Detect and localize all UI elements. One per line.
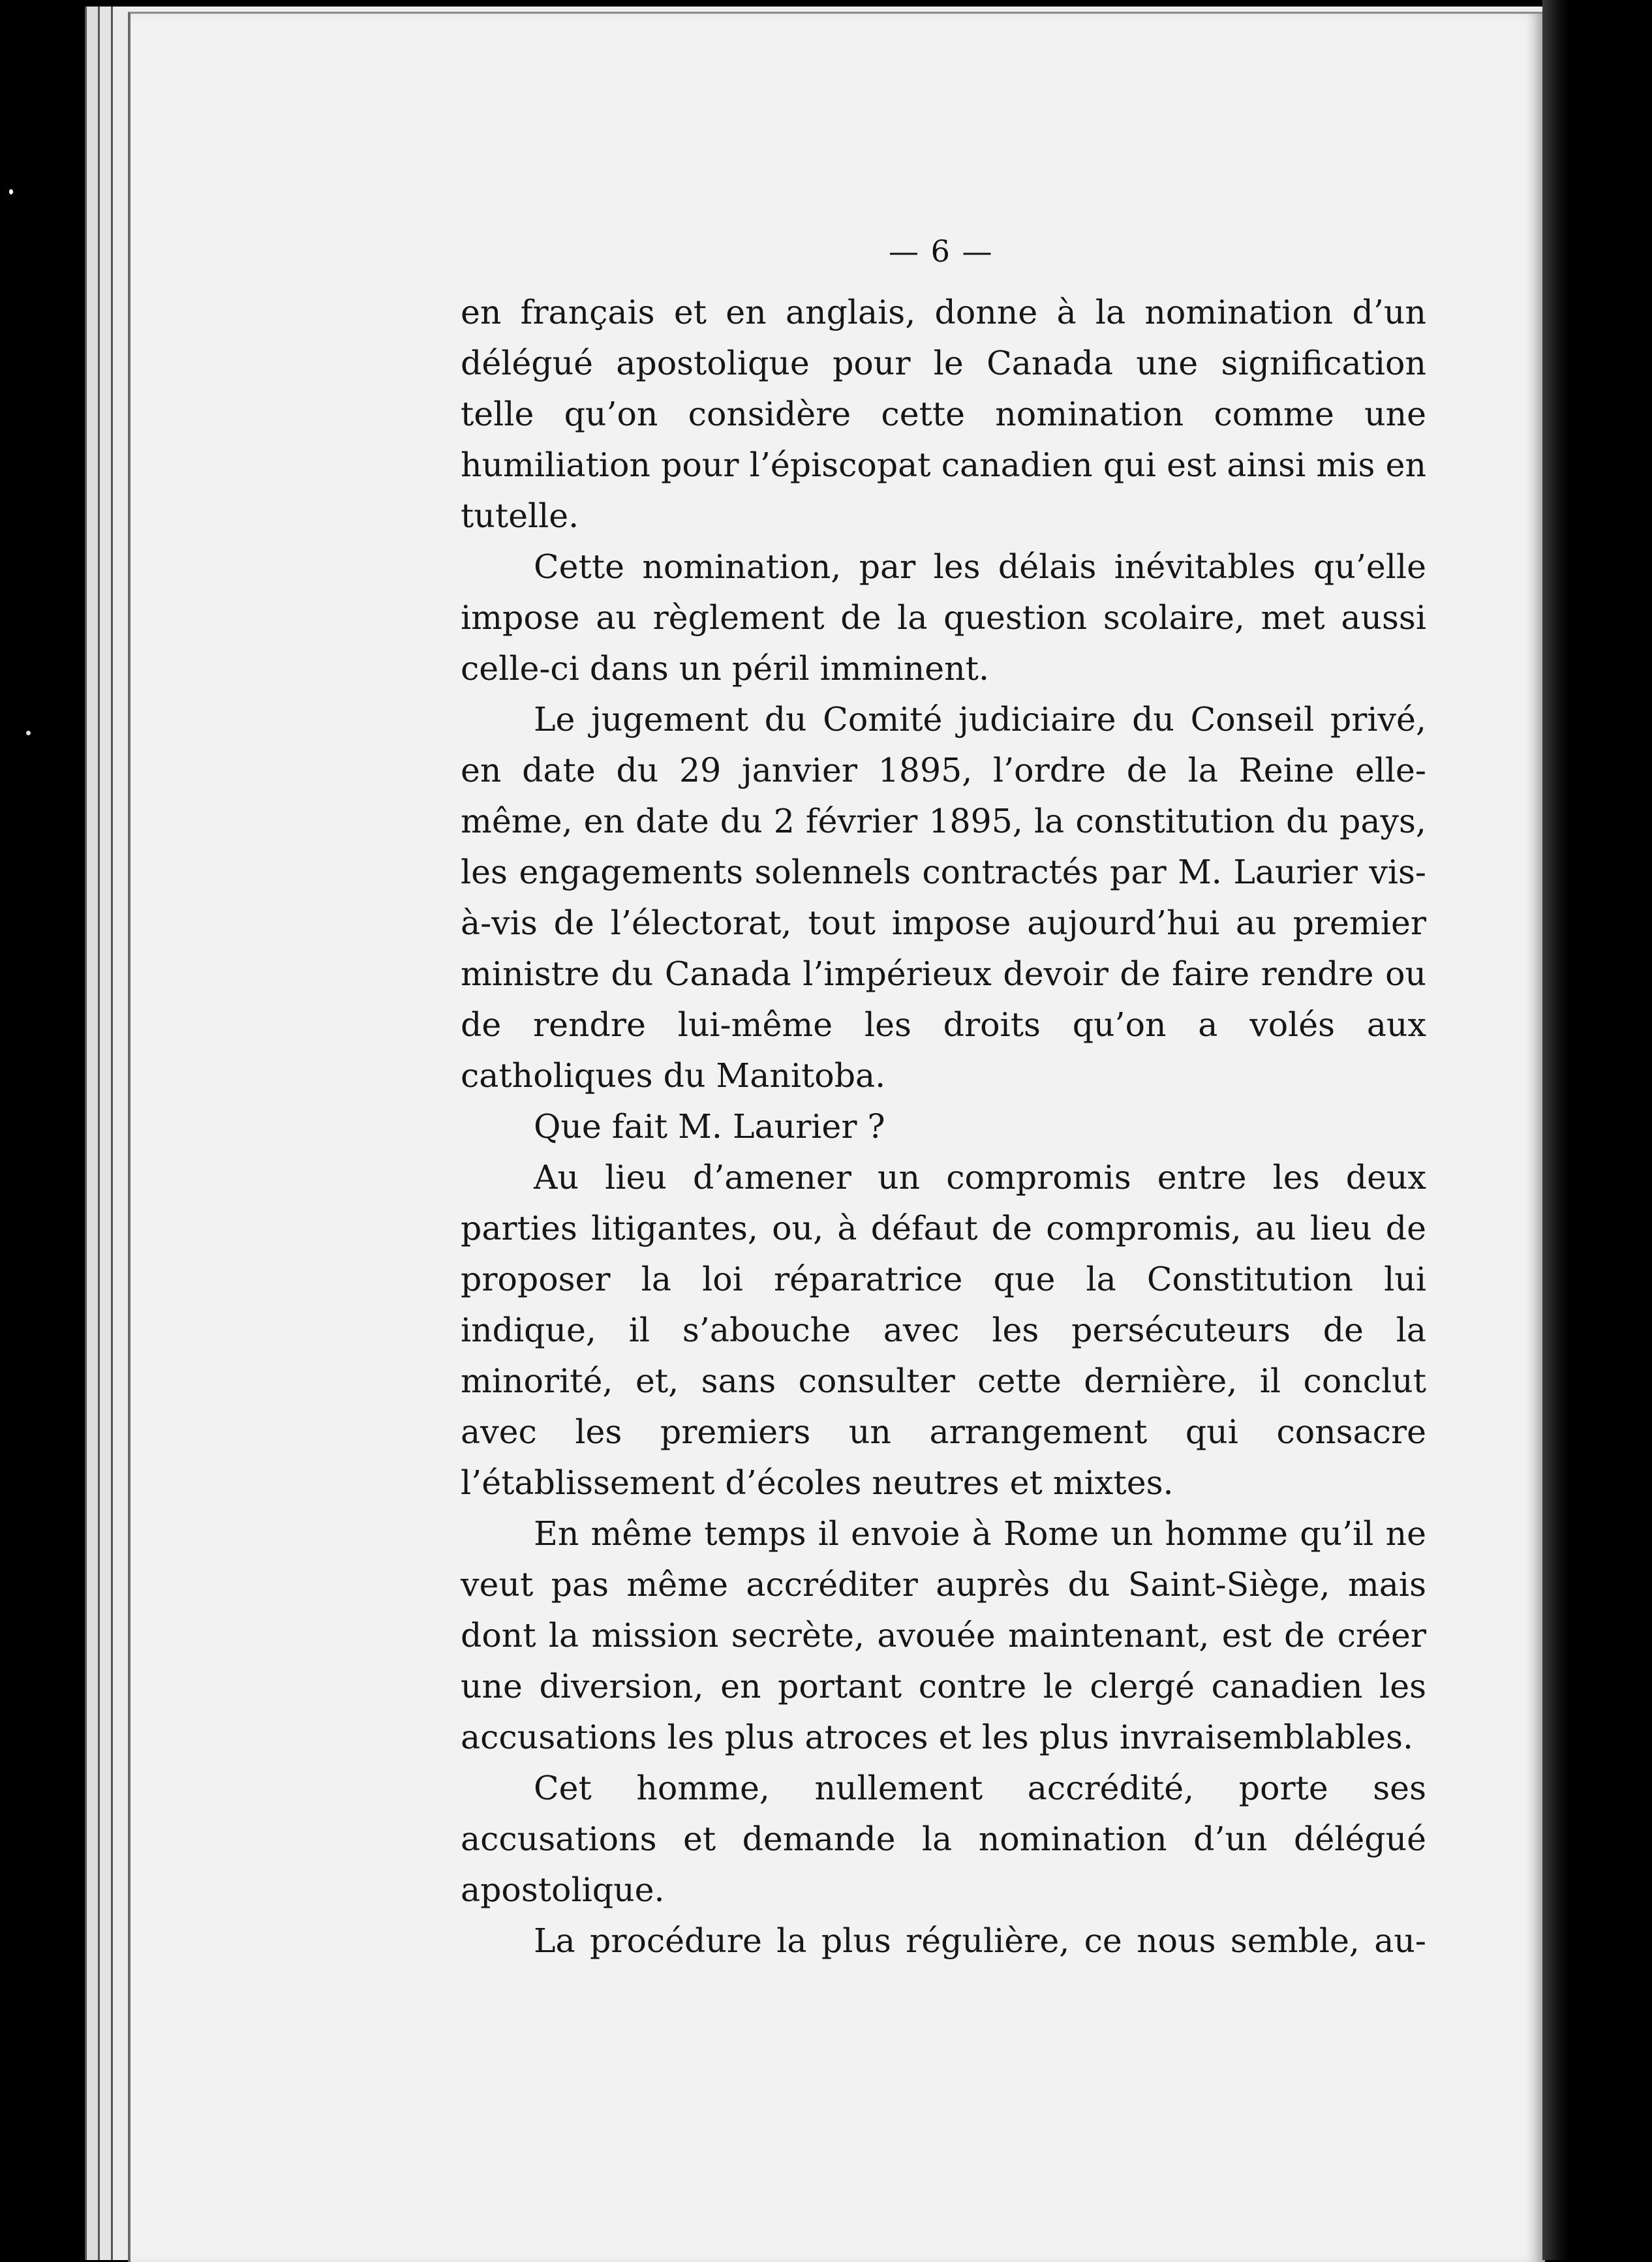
body-text bbox=[461, 287, 1426, 1966]
scan-speck bbox=[14, 98, 20, 102]
scan-speck bbox=[26, 731, 31, 735]
paragraph-continues: La procédure la plus régulière, ce nous semble, au- bbox=[534, 1921, 1426, 1960]
paragraph: Au lieu d’amener un compromis entre les deux parties litigantes, ou, à défaut de compromis, au lieu de proposer la loi réparatrice que la Constitution lui indique, il s’abouche avec les persécuteurs de la minorité, et, sans consulter cette dernière, il conclut avec les premiers un arrangement qui consacre l’établissement d’écoles neutres et mixtes. bbox=[461, 1158, 1426, 1502]
paragraph: Que fait M. Laurier ? bbox=[534, 1107, 885, 1146]
paragraph: Cette nomination, par les délais inévitables qu’elle impose au règlement de la question scolaire, met aussi celle-ci dans un péril imminent. bbox=[461, 547, 1426, 688]
paragraph: En même temps il envoie à Rome un homme qu’il ne veut pas même accréditer auprès du Saint-Siège, mais dont la mission secrète, avouée maintenant, est de créer une diversion, en portant contre le clergé canadien les accusations les plus atroces et les plus invraisemblables. bbox=[461, 1514, 1426, 1756]
paragraph: Le jugement du Comité judiciaire du Conseil privé, en date du 29 janvier 1895, l’ordre de la Reine elle-même, en date du 2 février 1895, la constitution du pays, les engagements solennels contractés par M. Laurier vis-à-vis de l’électorat, tout impose aujourd’hui au premier ministre du Canada l’impérieux devoir de faire rendre ou de rendre lui-même les droits qu’on a volés aux catholiques du Manitoba. bbox=[461, 700, 1426, 1095]
paragraph-continued: en français et en anglais, donne à la nomination d’un délégué apostolique pour le Canada une signification telle qu’on considère cette nomination comme une humiliation pour l’épiscopat canadien qui est ainsi mis en tutelle. bbox=[461, 293, 1426, 535]
scan-speck bbox=[9, 189, 13, 194]
paragraph: Cet homme, nullement accrédité, porte ses accusations et demande la nomination d’un délégué apostolique. bbox=[461, 1769, 1426, 1909]
binding-shadow bbox=[1542, 0, 1568, 2260]
page-number: — 6 — bbox=[889, 234, 994, 269]
